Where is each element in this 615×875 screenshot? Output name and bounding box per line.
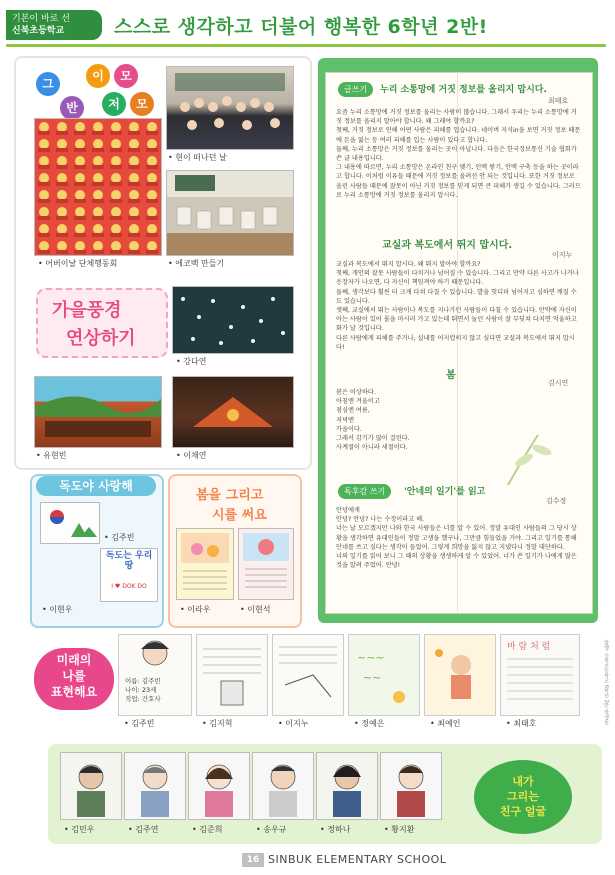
letter-bubble-6: 모 [130,92,154,116]
article-4-title: '안네의 일기'를 읽고 [404,487,486,497]
article-2-para: 다른 사람에게 피해를 주거나, 실내를 어지럽히지 않고 싶다면 교실과 복도에서 뛰지 맙시다! [336,334,575,351]
article-2-para: 셋째, 교실에서 뛰는 사람이나 복도를 지나가던 사람들이 다칠 수 있습니다. 만약에 자신이 아는 사람이 있어 몰을 마시러 가고 있는데 뛰면서 놀던 사람이 잘 부딪쳐 다치면 억울하고 화가 날 것입니다. [336,307,577,333]
friend-portrait-4-image [253,753,313,819]
article-4-para: 안녕? 안녕? 나는 수정이라고 해. [336,516,425,524]
friend-portrait-4 [252,752,314,820]
future-card-2 [196,634,268,716]
article-1-author: 최태호 [548,97,569,105]
caption-drawing-2: • 유현빈 [36,450,66,461]
article-2-para: 둘째, 생각보다 훨씬 더 크게 다쳐 다칠 수 있습니다. 발을 헛디뎌 넘어지고 심하면 깨질 수도 있습니다. [336,288,577,305]
future-caption: • 정예은 [354,718,384,729]
friend-portrait-6-image [381,753,441,819]
class-photo-image [167,171,293,255]
autumn-title [36,288,168,358]
letter-bubble-1: 그 [36,72,60,96]
friend-caption: • 송우규 [256,824,286,835]
poem-drawing-2 [238,528,294,600]
caption-dokdo-2: • 이현우 [42,604,72,615]
poem-title-line1: 봄을 그리고 [196,488,264,503]
article-2-body [336,260,582,352]
future-card-5-image [425,635,495,715]
article-4-para: 안녕에게 [336,507,360,514]
plant-decoration [498,430,568,490]
friend-portrait-3-image [189,753,249,819]
page-number: 16 [242,853,264,867]
future-card-4-image [349,635,419,715]
school-badge-line2: 신북초등학교 [12,26,65,36]
poem-line: 점심엔 여름, [336,407,370,415]
autumn-title-line1: 가을풍경 [52,300,122,321]
poem-line: 가을이다. [336,425,362,433]
article-2-author: 이지누 [552,251,573,259]
friend-caption: • 김민우 [64,824,94,835]
future-title-line1: 미래의 [56,653,92,667]
writing-badge: 글쓰기 [338,82,373,97]
article-1-title: 누리 소통망에 거짓 정보를 올리지 맙시다. [380,85,547,95]
dokdo-poster-text: 독도는 우리 땅 [105,551,153,571]
friend-caption: • 김준희 [192,824,222,835]
dokdo-drawing-1 [40,502,100,544]
future-card-4 [348,634,420,716]
poem-line: 사계절이 아니라 세절이다. [336,444,408,452]
friends-bubble-line2: 그리는 [507,790,539,803]
dokdo-drawing-1-image [41,503,99,543]
letter-bubble-4: 반 [60,96,84,120]
drawing-3-image [173,377,293,447]
friend-portrait-5 [316,752,378,820]
poem-drawing-1 [176,528,234,600]
poem-line: 저녁엔 [336,416,354,424]
school-badge-line1: 기본이 바로 선 [12,14,70,24]
future-caption: • 김지혁 [202,718,232,729]
letter-bubble-3: 모 [114,64,138,88]
caption-poem-1: • 이라우 [180,604,210,615]
dokdo-poster [100,548,158,602]
article-4-para: 너는 날 모르겠지만 나와 한국 사람들은 너를 알 수 있어. 정말 유대인 사람들의 그 당시 상황을 생각하면 유대인들이 정말 고생을 했구나, 그만큼 힘들었을 거야. 그리고 일기를 통해 안네를 쓰고 싶다는 생각이 들었어. 그렇게 희망을 잃지 않고 지냈다니 정말 대단하다. [336,525,577,551]
future-card-1-line: 이름: 김주빈 [125,677,161,685]
poem-spring-author: 김시연 [548,379,569,387]
autumn-drawing-2 [34,376,162,448]
friend-caption: • 정하나 [320,824,350,835]
future-title-line2: 나를 [62,669,86,683]
friend-portrait-3 [188,752,250,820]
caption-drawing-1: • 강다연 [176,356,206,367]
class-photo [166,170,294,256]
article-2-para: 첫째, 개인의 잘못 사람들이 다치거나 넘어질 수 있습니다. 그리고 만약 다른 사고가 나거나 응장자가 나오면, 다 자신이 책임져야 하기 때문입니다. [336,270,579,287]
svg-text:~~~: ~~~ [357,651,385,664]
side-credit: 발행: 신북초등학교 6학년 2반 학생들 [603,640,609,725]
friend-portrait-5-image [317,753,377,819]
future-card-5 [424,634,496,716]
article-4-body [336,506,582,570]
group-photo-image [167,67,293,149]
friends-bubble [474,760,572,834]
friends-bubble-line3: 친구 얼굴 [499,805,547,818]
article-1-para: 그 내용에 따르면, 누리 소통망은 온라인 친구 맺기, 인맥 쌓기, 인맥 구축 등을 하는 곳이라고 합니다. 이처럼 이유들 때문에 거짓 정보를 올려선 안 되는 것입니다. 또한 거짓 정보로 올린 사람들 때문에 잘못이 아닌 거짓 정보를 믿게 되면 큰 피해가 생길 수 있습니다. 그러므로 누리 소통망에 거짓 정보를 올리지 맙시다. [336,164,581,199]
future-card-1-line: 직업: 간호사 [125,695,161,703]
friend-portrait-1-image [61,753,121,819]
future-card-1-line: 나이: 23세 [125,686,157,694]
poem-spring-title: 봄 [446,370,456,381]
future-caption: • 최태호 [506,718,536,729]
friend-portrait-6 [380,752,442,820]
future-caption: • 이지누 [278,718,308,729]
svg-text:~~: ~~ [363,671,382,684]
article-4-author: 김수정 [546,497,567,505]
friend-caption: • 김주연 [128,824,158,835]
dokdo-love-text: I ♥ DOK DO [111,583,147,590]
dokdo-title: 독도야 사랑해 [36,476,156,496]
caption-dokdo-1: • 김주빈 [104,532,134,543]
drawing-1-image [173,287,293,353]
poem-line: 아침엔 겨울이고 [336,398,380,406]
header-divider [6,44,606,47]
book-report-badge: 독후감 쓰기 [338,484,391,499]
caption-drawing-3: • 이채연 [176,450,206,461]
drawing-2-image [35,377,161,447]
group-photo [166,66,294,150]
autumn-drawing-1 [172,286,294,354]
caption-class-photo: • 에코백 만들기 [168,258,224,269]
future-caption: • 김주빈 [124,718,154,729]
poem-line: 봄은 이상하다. [336,389,376,396]
future-card-6-title: 바 람 처 럼 [507,642,551,652]
friend-portrait-2-image [125,753,185,819]
autumn-title-line2: 연상하기 [66,328,136,349]
friend-portrait-1 [60,752,122,820]
article-1-para: 둘째, 누리 소통망은 거짓 정보를 올리는 곳이 아닙니다. 다음은 한국정보통신 기술 협회가 쓴 글 내용입니다. [336,145,577,163]
article-2-title: 교실과 복도에서 뛰지 맙시다. [382,240,513,251]
poster-grid-image [35,119,161,255]
school-badge [6,10,102,40]
poem-line: 그래서 감기가 많이 걸린다. [336,435,410,443]
future-card-1-text [125,677,161,704]
future-card-6 [500,634,580,716]
parents-day-poster [34,118,162,256]
article-4-para: 너의 일기를 읽어 보니 그 때의 상황을 생생하게 알 수 있었어. 너가 쓴 일기가 나에게 많은 것을 알려 주었어. 안녕! [336,553,577,570]
future-title-line3: 표현해요 [50,685,98,699]
autumn-drawing-3 [172,376,294,448]
future-card-3 [272,634,344,716]
friend-caption: • 황지환 [384,824,414,835]
poem-drawing-1-image [177,529,233,599]
article-1-para: 요즘 누리 소통망에 거짓 정보를 올리는 사람이 많습니다. 그래서 우리는 누리 소통망에 거짓 정보를 올리지 말아야 합니다. 왜 그래야 할까요? [336,109,577,126]
caption-poster: • 어버이날 단체행동회 [38,258,117,269]
letter-bubble-5: 저 [102,92,126,116]
future-card-3-image [273,635,343,715]
future-card-2-image [197,635,267,715]
poem-drawing-2-image [239,529,293,599]
future-caption: • 최예인 [430,718,460,729]
friends-bubble-line1: 내가 [512,775,534,788]
future-card-1-portrait [119,635,191,675]
poem-title-line2: 시를 써요 [212,508,267,523]
friend-portrait-2 [124,752,186,820]
future-title [34,648,114,710]
caption-group-photo: • 현이 떠나던 날 [168,152,227,163]
future-card-1 [118,634,192,716]
article-2-para: 교실과 복도에서 뛰지 맙시다. 왜 뛰지 말아야 할까요? [336,261,481,268]
school-name-footer: SINBUK ELEMENTARY SCHOOL [268,853,447,866]
letter-bubble-2: 이 [86,64,110,88]
article-1-body [336,108,582,200]
caption-poem-2: • 이현석 [240,604,270,615]
page-title: 스스로 생각하고 더불어 행복한 6학년 2반! [114,16,488,38]
article-1-para: 첫째, 거짓 정보로 인해 어떤 사람은 피해를 입습니다. 네이버 지식in을 보면 거짓 정보 때문에 돈을 잃는 등 여러 피해를 입는 사람이 있다고 합니다. [336,127,581,144]
